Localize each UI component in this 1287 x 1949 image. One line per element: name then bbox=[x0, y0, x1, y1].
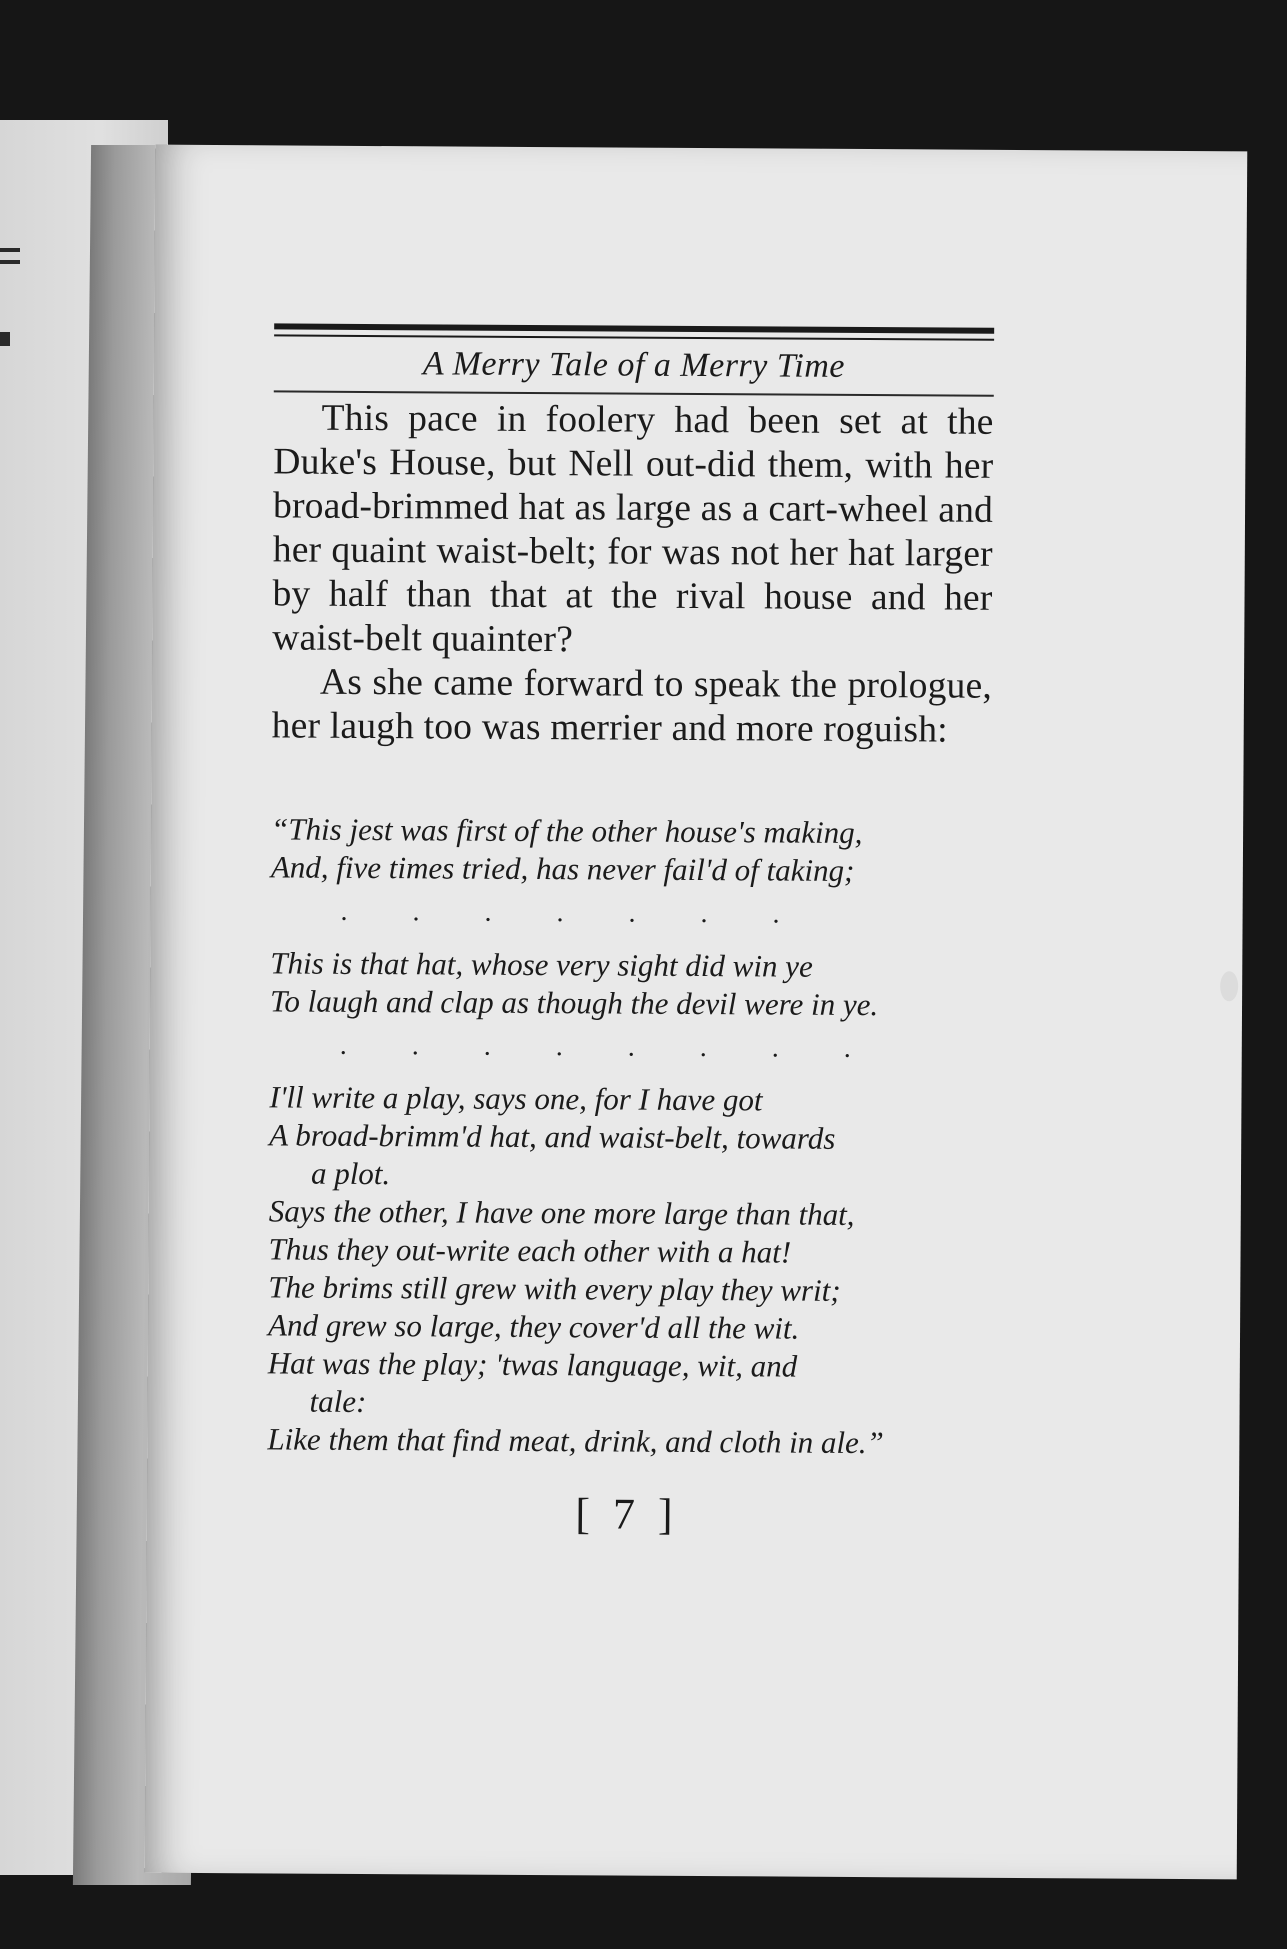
page-number: [ 7 ] bbox=[575, 1489, 679, 1539]
verse-line: To laugh and clap as though the devil were in ye. bbox=[269, 983, 879, 1023]
verse-line: Says the other, I have one more large than that, bbox=[268, 1193, 855, 1232]
facing-page-mark bbox=[0, 248, 20, 252]
verse-line-continuation: tale: bbox=[309, 1383, 367, 1419]
verse-line: Thus they out-write each other with a hat! bbox=[268, 1231, 792, 1270]
verse-line-continuation: a plot. bbox=[310, 1155, 391, 1192]
paragraph: This pace in foolery had been set at the Duke's House, but Nell out-did them, with her broad-brimmed hat as large as a cart-wheel and her quaint waist-belt; for was not her hat larger by half than that at the rival house and her waist-belt quainter? bbox=[272, 397, 994, 661]
verse-line: And, five times tried, has never fail'd of taking; bbox=[270, 849, 855, 888]
verse-line: “This jest was first of the other house's making, bbox=[271, 811, 863, 851]
page-content bbox=[267, 323, 994, 1541]
header-rule-thin bbox=[274, 334, 994, 340]
book-page bbox=[145, 145, 1248, 1880]
verse-ellipsis: . . . . . . . . bbox=[339, 1029, 851, 1064]
header-rule-thick bbox=[274, 323, 994, 333]
prologue-verse bbox=[267, 810, 991, 1462]
verse-line: Like them that find meat, drink, and cloth in ale.” bbox=[267, 1421, 884, 1461]
running-head-rule bbox=[274, 390, 994, 396]
verse-line: Hat was the play; 'twas language, wit, and bbox=[267, 1345, 798, 1384]
paper-blemish bbox=[1220, 971, 1238, 1001]
verse-line: The brims still grew with every play they writ; bbox=[268, 1269, 841, 1308]
facing-page-mark bbox=[0, 260, 20, 264]
running-head: A Merry Tale of a Merry Time bbox=[422, 345, 846, 385]
paragraph: As she came forward to speak the prologue, her laugh too was merrier and more roguish: bbox=[271, 661, 993, 751]
verse-ellipsis: . . . . . . . bbox=[340, 895, 780, 930]
verse-line: A broad-brimm'd hat, and waist-belt, towards bbox=[269, 1117, 836, 1156]
verse-line: I'll write a play, says one, for I have got bbox=[269, 1079, 763, 1118]
verse-line: And grew so large, they cover'd all the wit. bbox=[267, 1307, 800, 1346]
facing-page-mark bbox=[0, 332, 10, 346]
verse-line: This is that hat, whose very sight did win ye bbox=[270, 945, 813, 984]
prose-body bbox=[272, 396, 994, 752]
